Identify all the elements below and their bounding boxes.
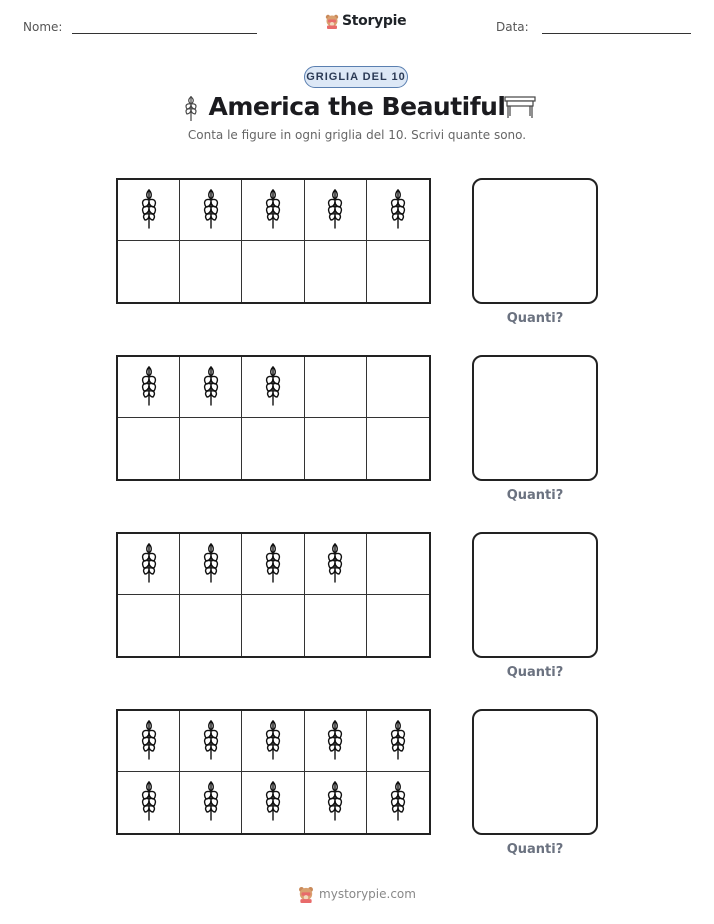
ten-frame-cell: [118, 595, 180, 656]
ten-frame-cell: [367, 418, 429, 479]
ten-frame-cell: [118, 418, 180, 479]
ten-frame-cell: [242, 534, 304, 595]
wheat-icon: [385, 717, 411, 766]
page-title: America the Beautiful: [208, 92, 506, 121]
logo-text: Storypie: [342, 13, 407, 29]
wheat-icon: [198, 186, 224, 235]
ten-frame-cell: [305, 418, 367, 479]
table-icon: [503, 94, 537, 125]
ten-frame-cell: [305, 711, 367, 772]
footer: [0, 885, 714, 903]
ten-frame-cell: [180, 772, 242, 833]
ten-frame-cell: [118, 357, 180, 418]
answer-box[interactable]: [472, 532, 598, 658]
ten-frame-cell: [118, 241, 180, 302]
date-line[interactable]: [542, 33, 691, 34]
answer-label: Quanti?: [506, 665, 564, 680]
ten-frame-cell: [242, 180, 304, 241]
ten-frame: [116, 532, 431, 658]
wheat-icon: [322, 778, 348, 827]
wheat-icon: [260, 186, 286, 235]
wheat-icon: [198, 778, 224, 827]
footer-url[interactable]: mystorypie.com: [319, 887, 416, 901]
ten-frame-cell: [118, 534, 180, 595]
ten-frame-cell: [367, 180, 429, 241]
ten-frame-cell: [305, 534, 367, 595]
ten-frame-cell: [367, 595, 429, 656]
bear-icon: [298, 885, 314, 903]
ten-frame-cell: [367, 534, 429, 595]
ten-frame-cell: [180, 595, 242, 656]
wheat-icon: [385, 778, 411, 827]
ten-frame-cell: [180, 180, 242, 241]
name-label: Nome:: [23, 20, 63, 34]
ten-frame-cell: [242, 241, 304, 302]
ten-frame: [116, 355, 431, 481]
answer-label: Quanti?: [506, 842, 564, 857]
ten-frame-cell: [305, 241, 367, 302]
name-line[interactable]: [72, 33, 257, 34]
ten-frame-cell: [305, 357, 367, 418]
answer-label: Quanti?: [506, 311, 564, 326]
ten-frame-cell: [180, 418, 242, 479]
wheat-icon: [198, 363, 224, 412]
ten-frame-cell: [242, 711, 304, 772]
ten-frame-cell: [367, 357, 429, 418]
date-label: Data:: [496, 20, 529, 34]
worksheet-type-badge: GRIGLIA DEL 10: [304, 66, 408, 88]
answer-box[interactable]: [472, 709, 598, 835]
wheat-icon: [136, 778, 162, 827]
wheat-icon: [136, 186, 162, 235]
ten-frame-cell: [242, 595, 304, 656]
wheat-icon: [322, 186, 348, 235]
bear-icon: [325, 13, 339, 29]
ten-frame-cell: [180, 711, 242, 772]
ten-frame-cell: [367, 241, 429, 302]
wheat-icon: [260, 778, 286, 827]
ten-frame: [116, 709, 431, 835]
wheat-icon: [136, 363, 162, 412]
wheat-icon: [260, 717, 286, 766]
ten-frame-cell: [367, 772, 429, 833]
storypie-logo: [325, 13, 406, 29]
ten-frame-cell: [305, 595, 367, 656]
ten-frame-cell: [118, 180, 180, 241]
answer-label: Quanti?: [506, 488, 564, 503]
ten-frame-cell: [180, 241, 242, 302]
wheat-icon: [322, 540, 348, 589]
ten-frame-cell: [305, 772, 367, 833]
ten-frame-cell: [242, 418, 304, 479]
wheat-icon: [136, 540, 162, 589]
ten-frame-cell: [242, 357, 304, 418]
wheat-icon: [136, 717, 162, 766]
ten-frame-cell: [367, 711, 429, 772]
ten-frame-cell: [118, 772, 180, 833]
wheat-icon: [260, 540, 286, 589]
wheat-icon: [385, 186, 411, 235]
ten-frame-cell: [180, 534, 242, 595]
wheat-icon: [322, 717, 348, 766]
ten-frame-cell: [242, 772, 304, 833]
ten-frame-cell: [180, 357, 242, 418]
instructions: Conta le figure in ogni griglia del 10. Scrivi quante sono.: [187, 128, 527, 142]
ten-frame-cell: [118, 711, 180, 772]
answer-box[interactable]: [472, 355, 598, 481]
wheat-icon: [198, 717, 224, 766]
answer-box[interactable]: [472, 178, 598, 304]
ten-frame-cell: [305, 180, 367, 241]
wheat-icon: [260, 363, 286, 412]
ten-frame: [116, 178, 431, 304]
wheat-icon: [198, 540, 224, 589]
